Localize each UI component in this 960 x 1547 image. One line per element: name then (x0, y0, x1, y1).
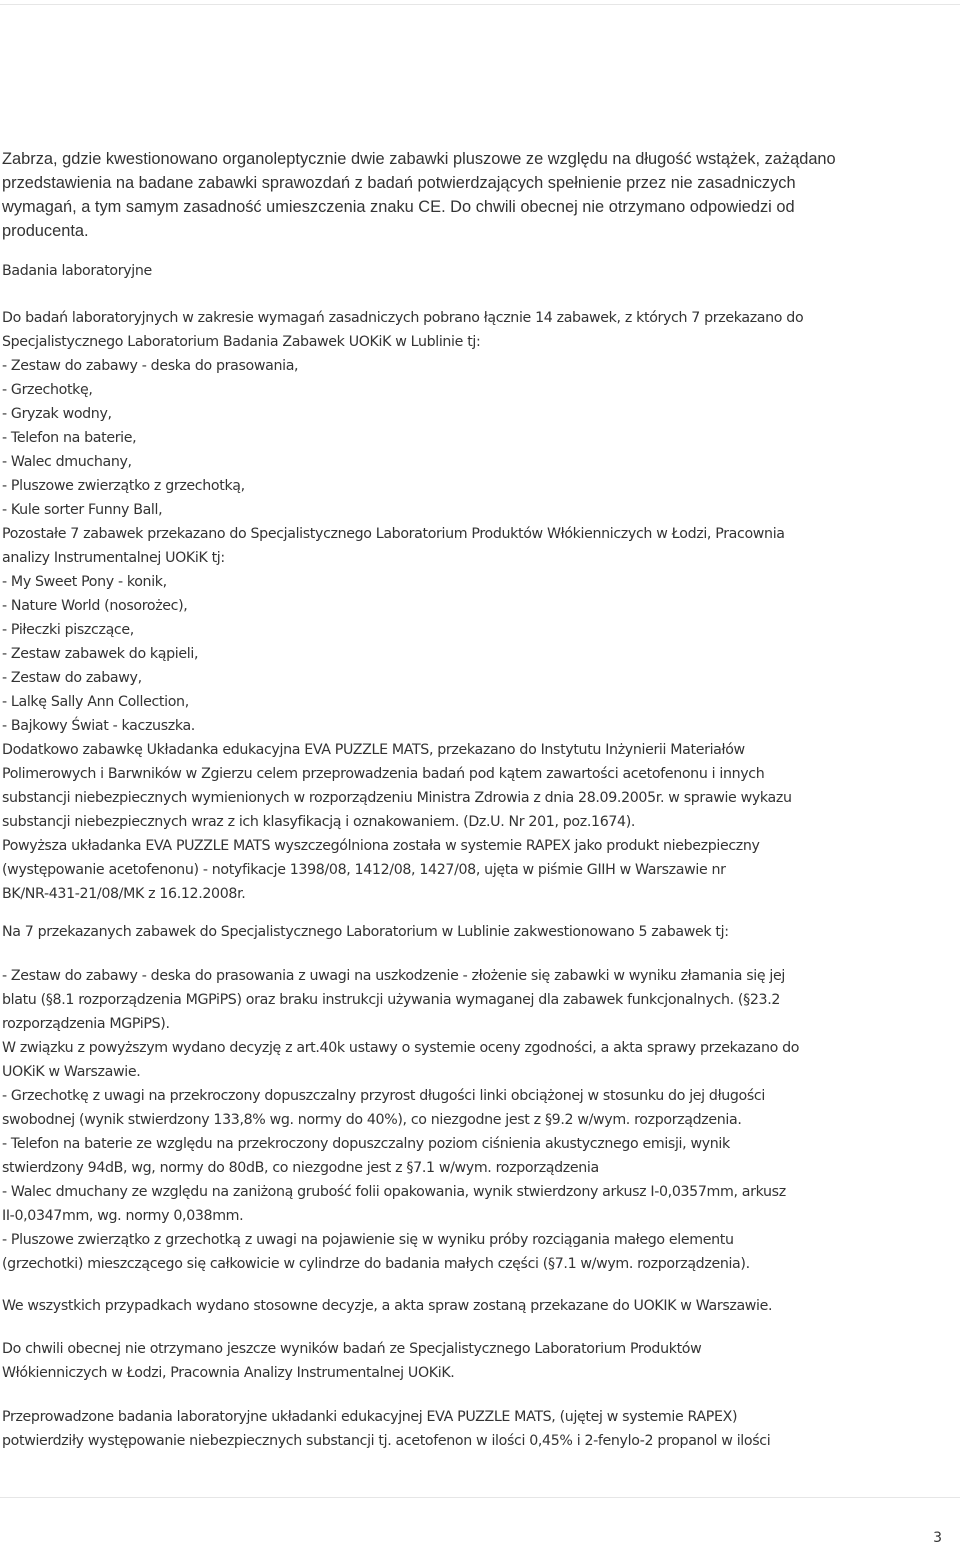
text-line: BK/NR-431-21/08/MK z 16.12.2008r. (2, 886, 246, 902)
text-line: - Bajkowy Świat - kaczuszka. (2, 718, 195, 734)
text-line: - Lalkę Sally Ann Collection, (2, 694, 189, 710)
text-line: W związku z powyższym wydano decyzję z art.40k ustawy o systemie oceny zgodności, a akta sprawy przekazano do (2, 1040, 800, 1056)
text-line: - My Sweet Pony - konik, (2, 574, 167, 590)
text-line: - Zestaw zabawek do kąpieli, (2, 646, 199, 662)
text-line: Do chwili obecnej nie otrzymano jeszcze wyników badań ze Specjalistycznego Laboratorium Produktów (2, 1341, 702, 1357)
text-line: - Pluszowe zwierzątko z grzechotką z uwagi na pojawienie się w wyniku próby rozciągania małego elementu (2, 1232, 734, 1248)
page-number: 3 (933, 1530, 942, 1546)
text-line: - Nature World (nosorożec), (2, 598, 188, 614)
text-line: - Zestaw do zabawy - deska do prasowania z uwagi na uszkodzenie - złożenie się zabawki w wyniku złamania się jej (2, 968, 785, 984)
text-line: Pozostałe 7 zabawek przekazano do Specjalistycznego Laboratorium Produktów Włókienniczych w Łodzi, Pracownia (2, 526, 785, 542)
text-line: - Walec dmuchany, (2, 454, 132, 470)
text-line: Przeprowadzone badania laboratoryjne układanki edukacyjnej EVA PUZZLE MATS, (ujętej w systemie RAPEX) (2, 1409, 738, 1425)
text-line: substancji niebezpiecznych wymienionych w rozporządzeniu Ministra Zdrowia z dnia 28.09.2005r. w sprawie wykazu (2, 790, 792, 806)
text-line: - Piłeczki piszczące, (2, 622, 134, 638)
text-line: Włókienniczych w Łodzi, Pracownia Analizy Instrumentalnej UOKiK. (2, 1365, 455, 1381)
text-line: substancji niebezpiecznych wraz z ich klasyfikacją i oznakowaniem. (Dz.U. Nr 201, poz.1674). (2, 814, 636, 830)
text-line: - Kule sorter Funny Ball, (2, 502, 163, 518)
text-line: - Telefon na baterie ze względu na przekroczony dopuszczalny poziom ciśnienia akustycznego emisji, wynik (2, 1136, 730, 1152)
text-line: blatu (§8.1 rozporządzenia MGPiPS) oraz braku instrukcji używania wymaganej dla zabawek funkcjonalnych. (§23.2 (2, 992, 781, 1008)
text-line: przedstawienia na badane zabawki sprawozdań z badań potwierdzających spełnienie przez nie zasadniczych (2, 174, 796, 192)
text-line: producenta. (2, 222, 89, 240)
text-line: - Zestaw do zabawy - deska do prasowania, (2, 358, 299, 374)
text-line: analizy Instrumentalnej UOKiK tj: (2, 550, 225, 566)
text-line: swobodnej (wynik stwierdzony 133,8% wg. normy do 40%), co niezgodne jest z §9.2 w/wym. rozporządzenia. (2, 1112, 742, 1128)
text-line: II-0,0347mm, wg. normy 0,038mm. (2, 1208, 244, 1224)
text-line: Na 7 przekazanych zabawek do Specjalistycznego Laboratorium w Lublinie zakwestionowano 5 zabawek tj: (2, 924, 729, 940)
text-line: - Grzechotkę, (2, 382, 93, 398)
text-line: Zabrza, gdzie kwestionowano organoleptycznie dwie zabawki pluszowe ze względu na długość wstążek, zażądano (2, 150, 836, 168)
text-line: wymagań, a tym samym zasadność umieszczenia znaku CE. Do chwili obecnej nie otrzymano odpowiedzi od (2, 198, 795, 216)
footer-divider (0, 1497, 960, 1498)
text-line: Dodatkowo zabawkę Układanka edukacyjna EVA PUZZLE MATS, przekazano do Instytutu Inżynierii Materiałów (2, 742, 745, 758)
text-line: - Pluszowe zwierzątko z grzechotką, (2, 478, 245, 494)
text-line: UOKiK w Warszawie. (2, 1064, 141, 1080)
top-divider (0, 4, 960, 5)
text-line: We wszystkich przypadkach wydano stosowne decyzje, a akta spraw zostaną przekazane do UOKIK w Warszawie. (2, 1298, 773, 1314)
text-line: Do badań laboratoryjnych w zakresie wymagań zasadniczych pobrano łącznie 14 zabawek, z których 7 przekazano do (2, 310, 804, 326)
text-line: - Gryzak wodny, (2, 406, 112, 422)
text-line: Powyższa układanka EVA PUZZLE MATS wyszczególniona została w systemie RAPEX jako produkt niebezpieczny (2, 838, 760, 854)
text-line: Badania laboratoryjne (2, 263, 152, 279)
text-line: - Grzechotkę z uwagi na przekroczony dopuszczalny przyrost długości linki obciążonej w stosunku do jej długości (2, 1088, 765, 1104)
text-line: (występowanie acetofenonu) - notyfikacje 1398/08, 1412/08, 1427/08, ujęta w piśmie GIIH w Warszawie nr (2, 862, 726, 878)
text-line: - Zestaw do zabawy, (2, 670, 142, 686)
text-line: - Telefon na baterie, (2, 430, 137, 446)
text-line: Specjalistycznego Laboratorium Badania Zabawek UOKiK w Lublinie tj: (2, 334, 481, 350)
text-line: Polimerowych i Barwników w Zgierzu celem przeprowadzenia badań pod kątem zawartości acetofenonu i innych (2, 766, 765, 782)
text-line: potwierdziły występowanie niebezpiecznych substancji tj. acetofenon w ilości 0,45% i 2-fenylo-2 propanol w ilości (2, 1433, 771, 1449)
text-line: - Walec dmuchany ze względu na zaniżoną grubość folii opakowania, wynik stwierdzony arkusz I-0,0357mm, arkusz (2, 1184, 786, 1200)
text-line: stwierdzony 94dB, wg, normy do 80dB, co niezgodne jest z §7.1 w/wym. rozporządzenia (2, 1160, 599, 1176)
text-line: (grzechotki) mieszczącego się całkowicie w cylindrze do badania małych części (§7.1 w/wym. rozporządzenia). (2, 1256, 750, 1272)
text-line: rozporządzenia MGPiPS). (2, 1016, 170, 1032)
